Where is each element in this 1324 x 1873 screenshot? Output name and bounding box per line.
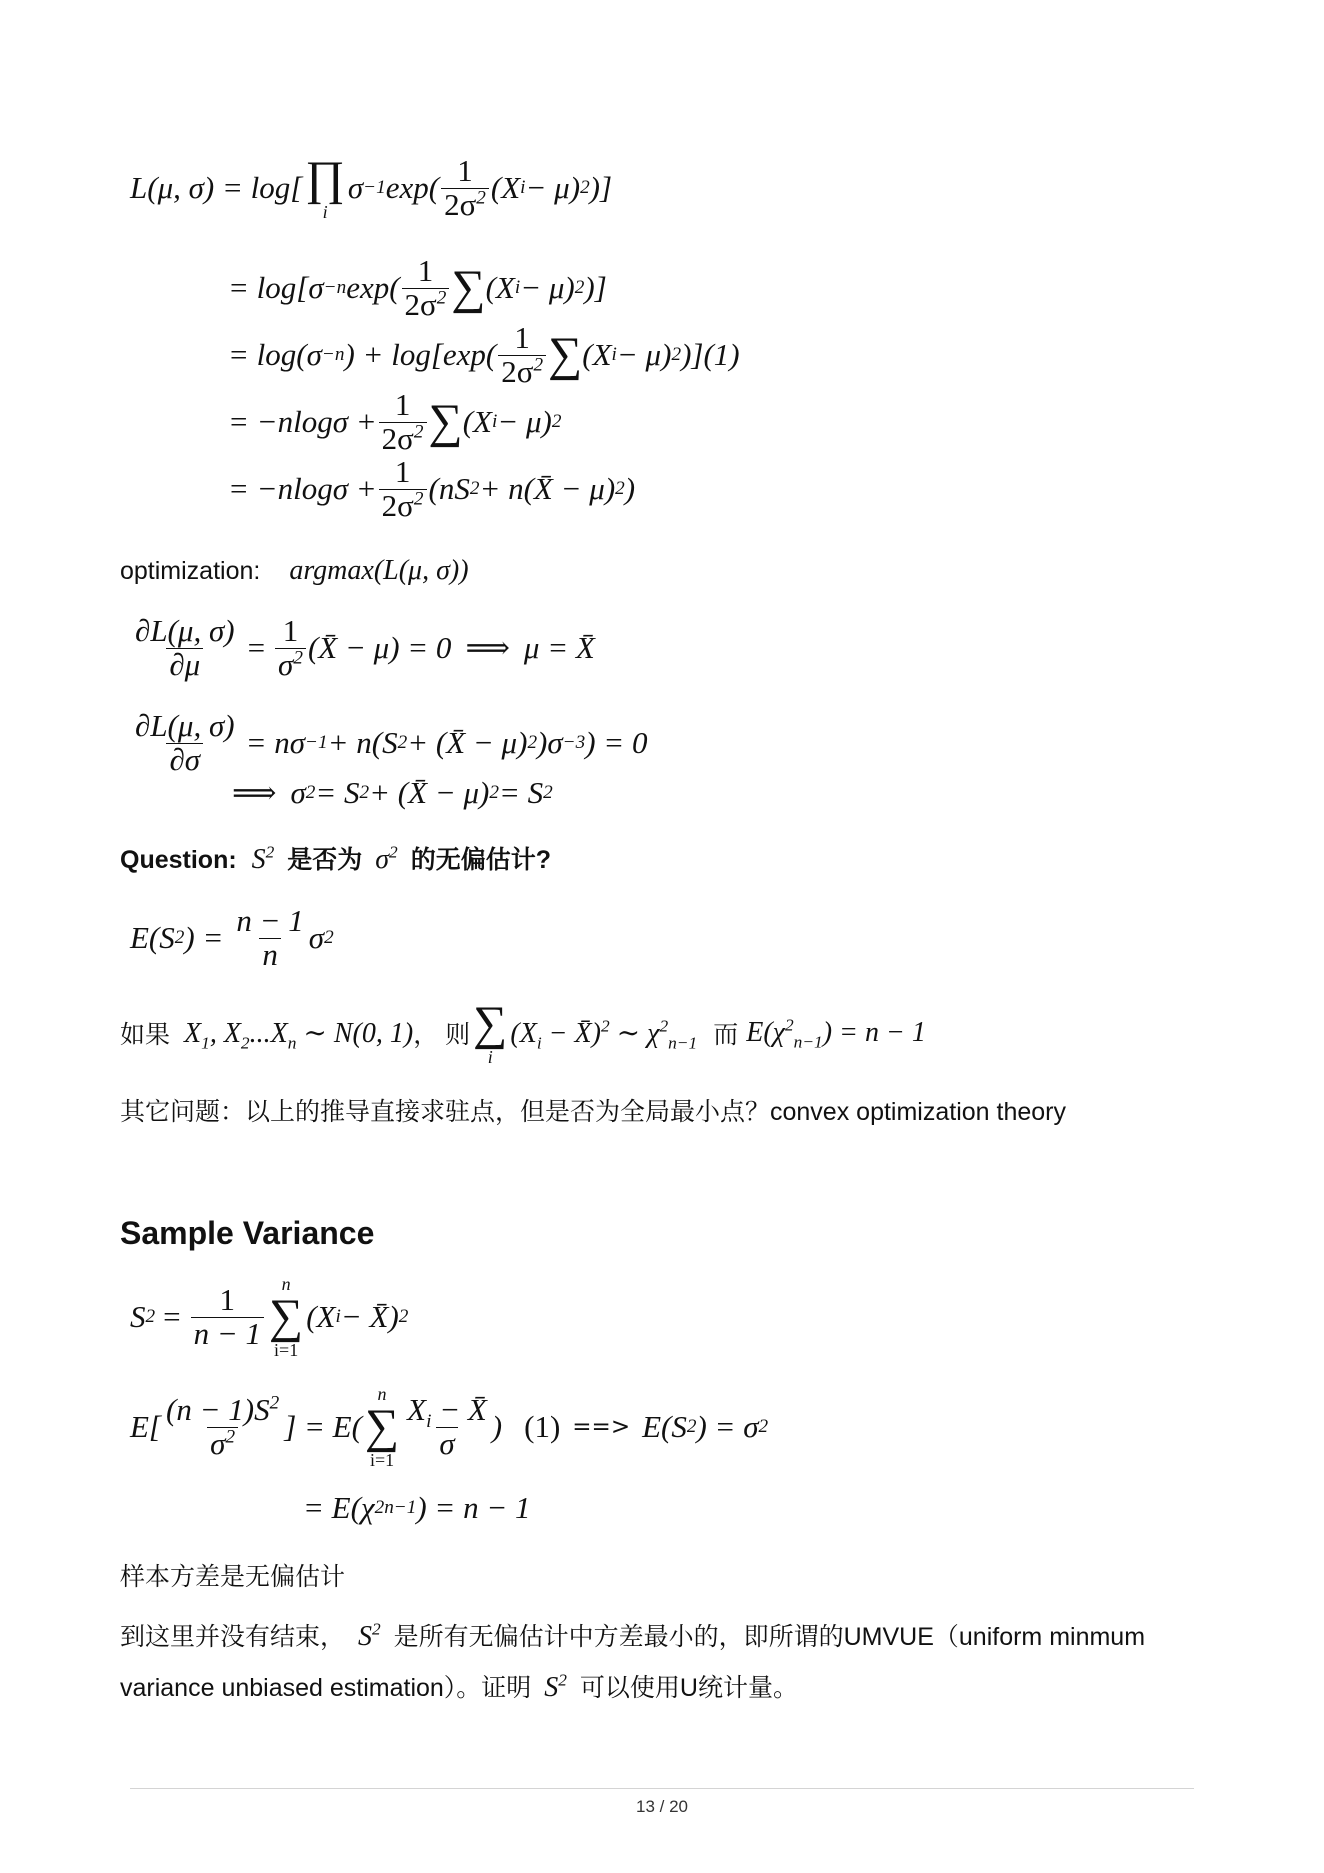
- optimization-label: optimization:: [120, 557, 261, 585]
- optimization-expr: argmax(L(μ, σ)): [289, 555, 469, 586]
- page-number: 13 / 20: [636, 1797, 688, 1816]
- eq-expectation-biased: E(S 2 ) = $\frac{n - 1}{n}$ σ 2: [130, 903, 334, 972]
- unbiased-note: 样本方差是无偏估计: [120, 1563, 346, 1591]
- eq-likelihood-line-4: = −nlogσ + $\frac{1}{2\sigma^2}$ ∑ (X i − μ) 2: [228, 387, 562, 456]
- eq-partial-sigma: $\frac{\partial L(\mu, \sigma)}{\partial\sigma}$ = nσ −1 + n(S 2 + (X̄ − μ) 2 )σ −3 ) = 0: [135, 708, 648, 777]
- umvue-paragraph-line-1: 到这里并没有结束， $S^2$ 是所有无偏估计中方差最小的，即所谓的UMVUE（uniform minmum: [120, 1619, 1146, 1652]
- question-line: Question: $S^2$ 是否为 $\sigma^2$ 的无偏估计?: [120, 842, 551, 875]
- eq-expectation-chi: E[ $\frac{(n - 1)S^2}{\sigma^2}$ ] = E( n ∑ i=1 $\frac{X_i - X̄}{\sigma}$ ) (1) ==> E(S 2 ) = σ 2: [130, 1384, 769, 1470]
- eq-partial-mu: $\frac{\partial L(\mu, \sigma)}{\partial\mu}$ = $\frac{1}{\sigma^2}$ (X̄ − μ) = 0 ⟹ μ = X̄: [135, 613, 595, 682]
- chi-square-line: 如果 $X_1$, $X_2...X_n$ ∼ N(0, 1) ， 则 ∑ i ($X_i$ − X̄)$^2$ ∼ $\chi^2_{n-1}$ 而 $E(\chi^2_{n-1}) = n - 1$: [120, 997, 926, 1067]
- other-question: 其它问题：以上的推导直接求驻点，但是否为全局最小点？convex optimization theory: [120, 1098, 1066, 1126]
- eq-likelihood-line-3: = log(σ −n ) + log[exp( $\frac{1}{2\sigma^2}$ ∑ (X i − μ) 2 )](1): [228, 320, 740, 389]
- umvue-paragraph-line-2: variance unbiased estimation）。证明 $S^2$ 可以使用U统计量。: [120, 1670, 798, 1703]
- optimization-line: [120, 555, 469, 587]
- section-title-sample-variance: Sample Variance: [120, 1215, 375, 1251]
- eq-likelihood-line-2: = log[σ −n exp( $\frac{1}{2\sigma^2}$ ∑ (X i − μ) 2 )]: [228, 253, 607, 322]
- eq-likelihood-line-1: L(μ, σ) = log[ ∏ i σ −1 exp( $\frac{1}{2\sigma^2}$ (X i − μ) 2 )]: [130, 152, 613, 223]
- eq-sample-variance: S 2 = $\frac{1}{n - 1}$ n ∑ i=1 (X i − X̄) 2: [130, 1274, 409, 1360]
- eq-chi-expectation: = E(χ 2 n−1 ) = n − 1: [303, 1490, 531, 1525]
- eq-sigma-result: ⟹ σ 2 = S 2 + (X̄ − μ) 2 = S 2: [232, 775, 553, 810]
- eq-likelihood-line-5: = −nlogσ + $\frac{1}{2\sigma^2}$ (nS 2 + n(X̄ − μ) 2 ): [228, 454, 636, 523]
